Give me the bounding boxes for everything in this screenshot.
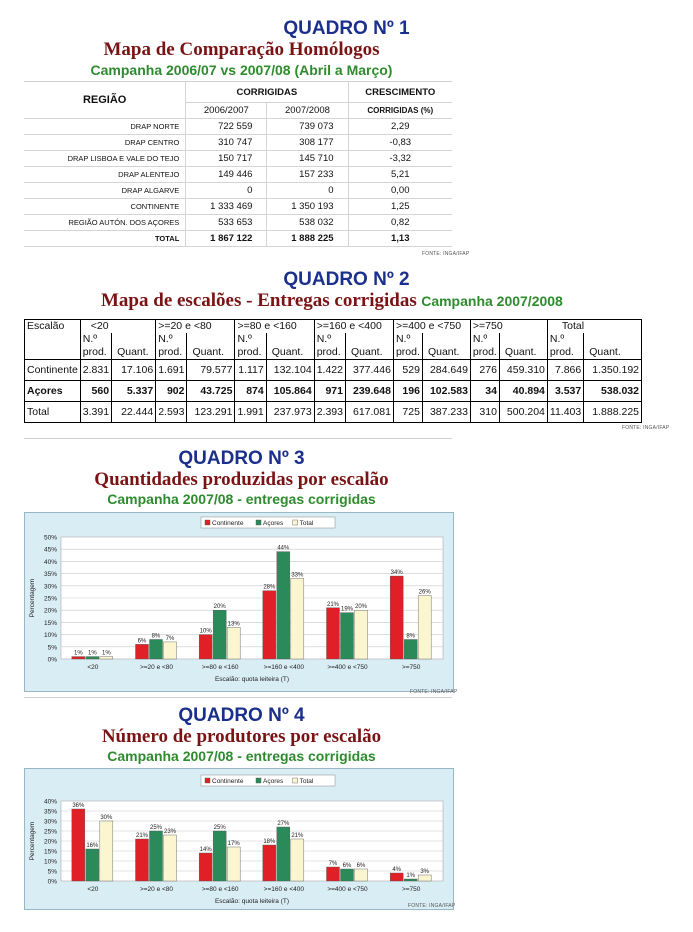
q1-heading — [0, 19, 693, 39]
q4-subtitle-wrap — [0, 748, 588, 765]
data-label: 25% — [213, 825, 226, 831]
x-tick-label: >=750 — [401, 886, 421, 893]
x-tick-label: >=160 e <400 — [263, 664, 304, 671]
y-tick-label: 10% — [43, 632, 57, 640]
growth-percent: 5,21 — [348, 167, 452, 183]
bar-total — [164, 642, 177, 659]
data-label: 36% — [72, 803, 85, 809]
bar-total — [100, 657, 113, 659]
bar-acores — [150, 831, 163, 881]
data-label: 1% — [73, 650, 83, 657]
bar-acores — [404, 639, 417, 659]
y-tick-label: 25% — [43, 828, 57, 836]
y-tick-label: 15% — [43, 619, 57, 627]
q2-subtitle: Campanha 2007/2008 — [421, 293, 563, 309]
growth-percent: 0,82 — [348, 215, 452, 231]
quant-cell: 500.204 — [499, 402, 547, 423]
bar-acores — [341, 613, 354, 659]
region-label: DRAP CENTRO — [24, 135, 186, 151]
legend-swatch — [256, 778, 261, 783]
x-tick-label: >=400 e <750 — [327, 664, 368, 671]
bar-total — [227, 627, 240, 659]
data-label: 21% — [291, 833, 304, 839]
q2-number: QUADRO Nº 2 — [283, 269, 410, 290]
y-tick-label: 10% — [43, 858, 57, 866]
y-tick-label: 35% — [43, 571, 57, 579]
value-2007-2008: 145 710 — [267, 151, 348, 167]
bar-acores — [213, 831, 226, 881]
bar-total — [227, 847, 240, 881]
data-label: 44% — [277, 545, 290, 552]
quant-cell: 237.973 — [266, 402, 314, 423]
q2-group-5: >=750 — [470, 320, 547, 334]
growth-percent: -3,32 — [348, 151, 452, 167]
y-tick-label: 45% — [43, 546, 57, 554]
data-label: 30% — [100, 815, 113, 821]
bar-acores — [86, 657, 99, 659]
q3-number: QUADRO Nº 3 — [178, 448, 305, 469]
quant-cell: 102.583 — [422, 381, 470, 402]
subheader-nprod: N.º prod. — [547, 333, 583, 360]
bar-total — [100, 821, 113, 881]
data-label: 10% — [199, 628, 212, 635]
legend-entry: Continente — [212, 778, 244, 785]
quant-cell: 617.081 — [345, 402, 393, 423]
subheader-quant: Quant. — [584, 333, 642, 360]
nprod-cell: 560 — [80, 381, 111, 402]
data-label: 20% — [213, 604, 226, 611]
region-label: DRAP LISBOA E VALE DO TEJO — [24, 151, 186, 167]
table-row — [24, 199, 452, 215]
region-label: DRAP NORTE — [24, 119, 186, 135]
q1-col-regiao: REGIÃO — [24, 82, 186, 119]
q3-chart — [25, 513, 453, 691]
value-2006-2007: 1 333 469 — [186, 199, 267, 215]
q2-group-2: >=80 e <160 — [235, 320, 314, 334]
quant-cell: 239.648 — [345, 381, 393, 402]
data-label: 6% — [356, 863, 366, 869]
data-label: 6% — [137, 638, 147, 645]
nprod-cell: 725 — [393, 402, 422, 423]
q2-group-6: Total — [547, 320, 641, 334]
table-row — [24, 151, 452, 167]
q4-chart — [25, 769, 456, 909]
nprod-cell: 2.393 — [314, 402, 345, 423]
subheader-quant: Quant. — [187, 333, 235, 360]
legend-entry: Açores — [263, 520, 284, 527]
subheader-nprod: N.º prod. — [80, 333, 111, 360]
growth-percent: -0,83 — [348, 135, 452, 151]
q4-title: Número de produtores por escalão — [101, 726, 382, 747]
data-label: 8% — [406, 633, 416, 640]
y-tick-label: 30% — [43, 583, 57, 591]
subheader-blank — [25, 333, 81, 360]
y-tick-label: 15% — [43, 848, 57, 856]
y-tick-label: 0% — [47, 878, 57, 886]
q1-col-corrigidas: CORRIGIDAS — [186, 82, 348, 103]
nprod-cell: 2.831 — [80, 360, 111, 381]
growth-percent: 2,29 — [348, 119, 452, 135]
quant-cell: 1.350.192 — [584, 360, 642, 381]
subheader-quant: Quant. — [345, 333, 393, 360]
x-tick-label: >=160 e <400 — [263, 886, 304, 893]
y-tick-label: 25% — [43, 595, 57, 603]
bar-continente — [390, 873, 403, 881]
value-2006-2007: 533 653 — [186, 215, 267, 231]
data-label: 20% — [354, 604, 368, 611]
value-2006-2007: 1 867 122 — [186, 231, 267, 247]
x-tick-label: >=750 — [401, 664, 421, 671]
subheader-nprod: N.º prod. — [470, 333, 499, 360]
bar-continente — [72, 657, 85, 659]
nprod-cell: 1.117 — [235, 360, 266, 381]
x-tick-label: >=80 e <160 — [201, 886, 239, 893]
value-2006-2007: 310 747 — [186, 135, 267, 151]
y-tick-label: 20% — [43, 838, 57, 846]
region-label: DRAP ALENTEJO — [24, 167, 186, 183]
data-label: 14% — [199, 847, 212, 853]
data-label: 33% — [291, 572, 304, 579]
data-label: 27% — [277, 821, 290, 827]
data-label: 21% — [326, 601, 340, 608]
nprod-cell: 11.403 — [547, 402, 583, 423]
quant-cell: 538.032 — [584, 381, 642, 402]
q3-chart-frame — [24, 512, 454, 692]
data-label: 23% — [163, 829, 177, 835]
q3-title: Quantidades produzidas por escalão — [94, 469, 389, 490]
q4-source: FONTE: INGA/IFAP — [408, 903, 456, 909]
data-label: 34% — [390, 570, 403, 577]
bar-continente — [263, 845, 276, 881]
q4-title-wrap — [0, 726, 588, 747]
q1-col-crescimento: CRESCIMENTO — [348, 82, 452, 103]
value-2007-2008: 538 032 — [267, 215, 348, 231]
table-row — [24, 167, 452, 183]
data-label: 7% — [165, 635, 175, 642]
bar-continente — [136, 644, 149, 659]
quant-cell: 43.725 — [187, 381, 235, 402]
bar-continente — [263, 591, 276, 659]
q4-chart-frame — [24, 768, 454, 910]
bar-total — [418, 596, 431, 659]
y-tick-label: 5% — [47, 868, 57, 876]
quant-cell: 1.888.225 — [584, 402, 642, 423]
x-tick-label: >=80 e <160 — [201, 664, 239, 671]
y-tick-label: 35% — [43, 808, 57, 816]
nprod-cell: 3.537 — [547, 381, 583, 402]
nprod-cell: 874 — [235, 381, 266, 402]
q4-heading — [0, 706, 588, 726]
q1-col-pct: CORRIGIDAS (%) — [348, 103, 452, 119]
q1-col-y2: 2007/2008 — [267, 103, 348, 119]
data-label: 1% — [406, 873, 416, 879]
q2-group-4: >=400 e <750 — [393, 320, 470, 334]
nprod-cell: 1.991 — [235, 402, 266, 423]
bar-total — [291, 839, 304, 881]
y-tick-label: 20% — [43, 607, 57, 615]
bar-acores — [341, 869, 354, 881]
q2-heading — [0, 270, 693, 290]
y-axis-label: Percentagem — [29, 821, 36, 861]
q1-subtitle: Campanha 2006/07 vs 2007/08 (Abril a Março) — [90, 62, 393, 78]
value-2006-2007: 150 717 — [186, 151, 267, 167]
bar-acores — [150, 639, 163, 659]
q3-source: FONTE: INGA/IFAP — [410, 689, 458, 695]
q2-title-line — [101, 290, 563, 311]
q3-title-wrap — [0, 469, 588, 490]
legend-swatch — [293, 520, 298, 525]
y-tick-label: 50% — [43, 534, 57, 542]
q2-group-1: >=20 e <80 — [156, 320, 235, 334]
nprod-cell: 1.691 — [156, 360, 187, 381]
quant-cell: 123.291 — [187, 402, 235, 423]
table-row — [25, 360, 642, 381]
q3-heading — [0, 449, 588, 469]
bar-acores — [213, 610, 226, 659]
table-row — [24, 183, 452, 199]
legend-entry: Total — [299, 778, 314, 785]
legend-entry: Total — [299, 520, 314, 527]
q2-source: FONTE: INGA/IFAP — [622, 425, 670, 431]
legend-swatch — [256, 520, 261, 525]
table-row — [24, 231, 452, 247]
y-tick-label: 40% — [43, 798, 57, 806]
quant-cell: 387.233 — [422, 402, 470, 423]
x-tick-label: >=20 e <80 — [139, 664, 174, 671]
region-label: REGIÃO AUTÓN. DOS AÇORES — [24, 215, 186, 231]
subheader-nprod: N.º prod. — [314, 333, 345, 360]
value-2007-2008: 308 177 — [267, 135, 348, 151]
table-row — [24, 215, 452, 231]
x-tick-label: >=20 e <80 — [139, 886, 174, 893]
data-label: 17% — [227, 841, 240, 847]
q1-title: Mapa de Comparação Homólogos — [103, 39, 380, 60]
data-label: 25% — [149, 825, 163, 831]
legend-swatch — [205, 520, 210, 525]
quant-cell: 377.446 — [345, 360, 393, 381]
data-label: 16% — [86, 843, 99, 849]
q2-subheader-row — [25, 333, 642, 360]
value-2006-2007: 149 446 — [186, 167, 267, 183]
y-tick-label: 0% — [47, 656, 57, 664]
q1-number: QUADRO Nº 1 — [283, 18, 410, 39]
nprod-cell: 3.391 — [80, 402, 111, 423]
quant-cell: 22.444 — [112, 402, 156, 423]
q1-source: FONTE: INGA/IFAP — [422, 251, 470, 257]
value-2007-2008: 1 888 225 — [267, 231, 348, 247]
subheader-nprod: N.º prod. — [235, 333, 266, 360]
q3-subtitle: Campanha 2007/08 - entregas corrigidas — [107, 491, 376, 507]
table-row — [24, 119, 452, 135]
q1-table — [24, 82, 452, 247]
subheader-quant: Quant. — [499, 333, 547, 360]
data-label: 4% — [392, 867, 402, 873]
data-label: 1% — [87, 650, 97, 657]
q1-title-wrap — [0, 39, 588, 60]
q2-group-0: <20 — [80, 320, 155, 334]
q2-table-body — [25, 360, 642, 423]
growth-percent: 0,00 — [348, 183, 452, 199]
bar-continente — [199, 635, 212, 659]
nprod-cell: 1.422 — [314, 360, 345, 381]
region-label: CONTINENTE — [24, 199, 186, 215]
bar-total — [164, 835, 177, 881]
bar-continente — [390, 576, 403, 659]
quant-cell: 459.310 — [499, 360, 547, 381]
data-label: 18% — [263, 839, 276, 845]
subheader-quant: Quant. — [112, 333, 156, 360]
q2-bottom-rule — [24, 438, 452, 439]
quant-cell: 105.864 — [266, 381, 314, 402]
region-label: TOTAL — [24, 231, 186, 247]
value-2006-2007: 0 — [186, 183, 267, 199]
quant-cell: 17.106 — [112, 360, 156, 381]
q1-col-y1: 2006/2007 — [186, 103, 267, 119]
subheader-quant: Quant. — [422, 333, 470, 360]
subheader-nprod: N.º prod. — [156, 333, 187, 360]
quant-cell: 132.104 — [266, 360, 314, 381]
nprod-cell: 7.866 — [547, 360, 583, 381]
legend-entry: Açores — [263, 778, 284, 785]
data-label: 3% — [420, 869, 430, 875]
data-label: 6% — [342, 863, 352, 869]
bar-total — [355, 610, 368, 659]
data-label: 1% — [101, 650, 111, 657]
bar-total — [291, 578, 304, 659]
row-label: Açores — [25, 381, 81, 402]
nprod-cell: 529 — [393, 360, 422, 381]
value-2007-2008: 1 350 193 — [267, 199, 348, 215]
data-label: 19% — [340, 606, 354, 613]
nprod-cell: 902 — [156, 381, 187, 402]
q4-number: QUADRO Nº 4 — [178, 705, 305, 726]
q2-group-3: >=160 e <400 — [314, 320, 393, 334]
bar-continente — [327, 608, 340, 659]
nprod-cell: 276 — [470, 360, 499, 381]
q2-table — [24, 319, 642, 423]
bar-acores — [277, 827, 290, 881]
bar-acores — [277, 552, 290, 659]
bar-continente — [327, 867, 340, 881]
quant-cell: 79.577 — [187, 360, 235, 381]
legend-swatch — [205, 778, 210, 783]
nprod-cell: 310 — [470, 402, 499, 423]
y-tick-label: 5% — [47, 644, 57, 652]
x-tick-label: >=400 e <750 — [327, 886, 368, 893]
legend-swatch — [293, 778, 298, 783]
value-2007-2008: 157 233 — [267, 167, 348, 183]
legend-entry: Continente — [212, 520, 244, 527]
data-label: 7% — [328, 861, 338, 867]
x-axis-label: Escalão: quota leiteira (T) — [214, 898, 290, 905]
value-2007-2008: 739 073 — [267, 119, 348, 135]
subheader-nprod: N.º prod. — [393, 333, 422, 360]
q2-escalao-label: Escalão — [25, 320, 81, 334]
q3-subtitle-wrap — [0, 491, 588, 508]
table-row — [25, 402, 642, 423]
y-tick-label: 40% — [43, 558, 57, 566]
bar-continente — [136, 839, 149, 881]
nprod-cell: 2.593 — [156, 402, 187, 423]
quant-cell: 40.894 — [499, 381, 547, 402]
value-2006-2007: 722 559 — [186, 119, 267, 135]
q4-subtitle: Campanha 2007/08 - entregas corrigidas — [107, 748, 376, 764]
data-label: 28% — [263, 584, 276, 591]
table-row — [24, 135, 452, 151]
q1-subtitle-wrap — [0, 62, 588, 79]
x-tick-label: <20 — [87, 664, 99, 671]
table-row — [25, 381, 642, 402]
nprod-cell: 971 — [314, 381, 345, 402]
value-2007-2008: 0 — [267, 183, 348, 199]
region-label: DRAP ALGARVE — [24, 183, 186, 199]
subheader-quant: Quant. — [266, 333, 314, 360]
q3-bottom-rule — [24, 697, 452, 698]
bar-acores — [404, 879, 417, 881]
growth-percent: 1,13 — [348, 231, 452, 247]
q2-title: Mapa de escalões - Entregas corrigidas — [101, 290, 417, 311]
bar-acores — [86, 849, 99, 881]
data-label: 21% — [135, 833, 149, 839]
x-axis-label: Escalão: quota leiteira (T) — [214, 676, 290, 683]
bar-continente — [199, 853, 212, 881]
data-label: 8% — [151, 633, 161, 640]
y-axis-label: Percentagem — [29, 578, 36, 618]
bar-continente — [72, 809, 85, 881]
nprod-cell: 196 — [393, 381, 422, 402]
q1-table-body — [24, 119, 452, 247]
row-label: Continente — [25, 360, 81, 381]
bar-total — [355, 869, 368, 881]
row-label: Total — [25, 402, 81, 423]
nprod-cell: 34 — [470, 381, 499, 402]
y-tick-label: 30% — [43, 818, 57, 826]
data-label: 13% — [227, 621, 240, 628]
bar-total — [418, 875, 431, 881]
x-tick-label: <20 — [87, 886, 99, 893]
data-label: 26% — [418, 589, 431, 596]
quant-cell: 5.337 — [112, 381, 156, 402]
quant-cell: 284.649 — [422, 360, 470, 381]
growth-percent: 1,25 — [348, 199, 452, 215]
